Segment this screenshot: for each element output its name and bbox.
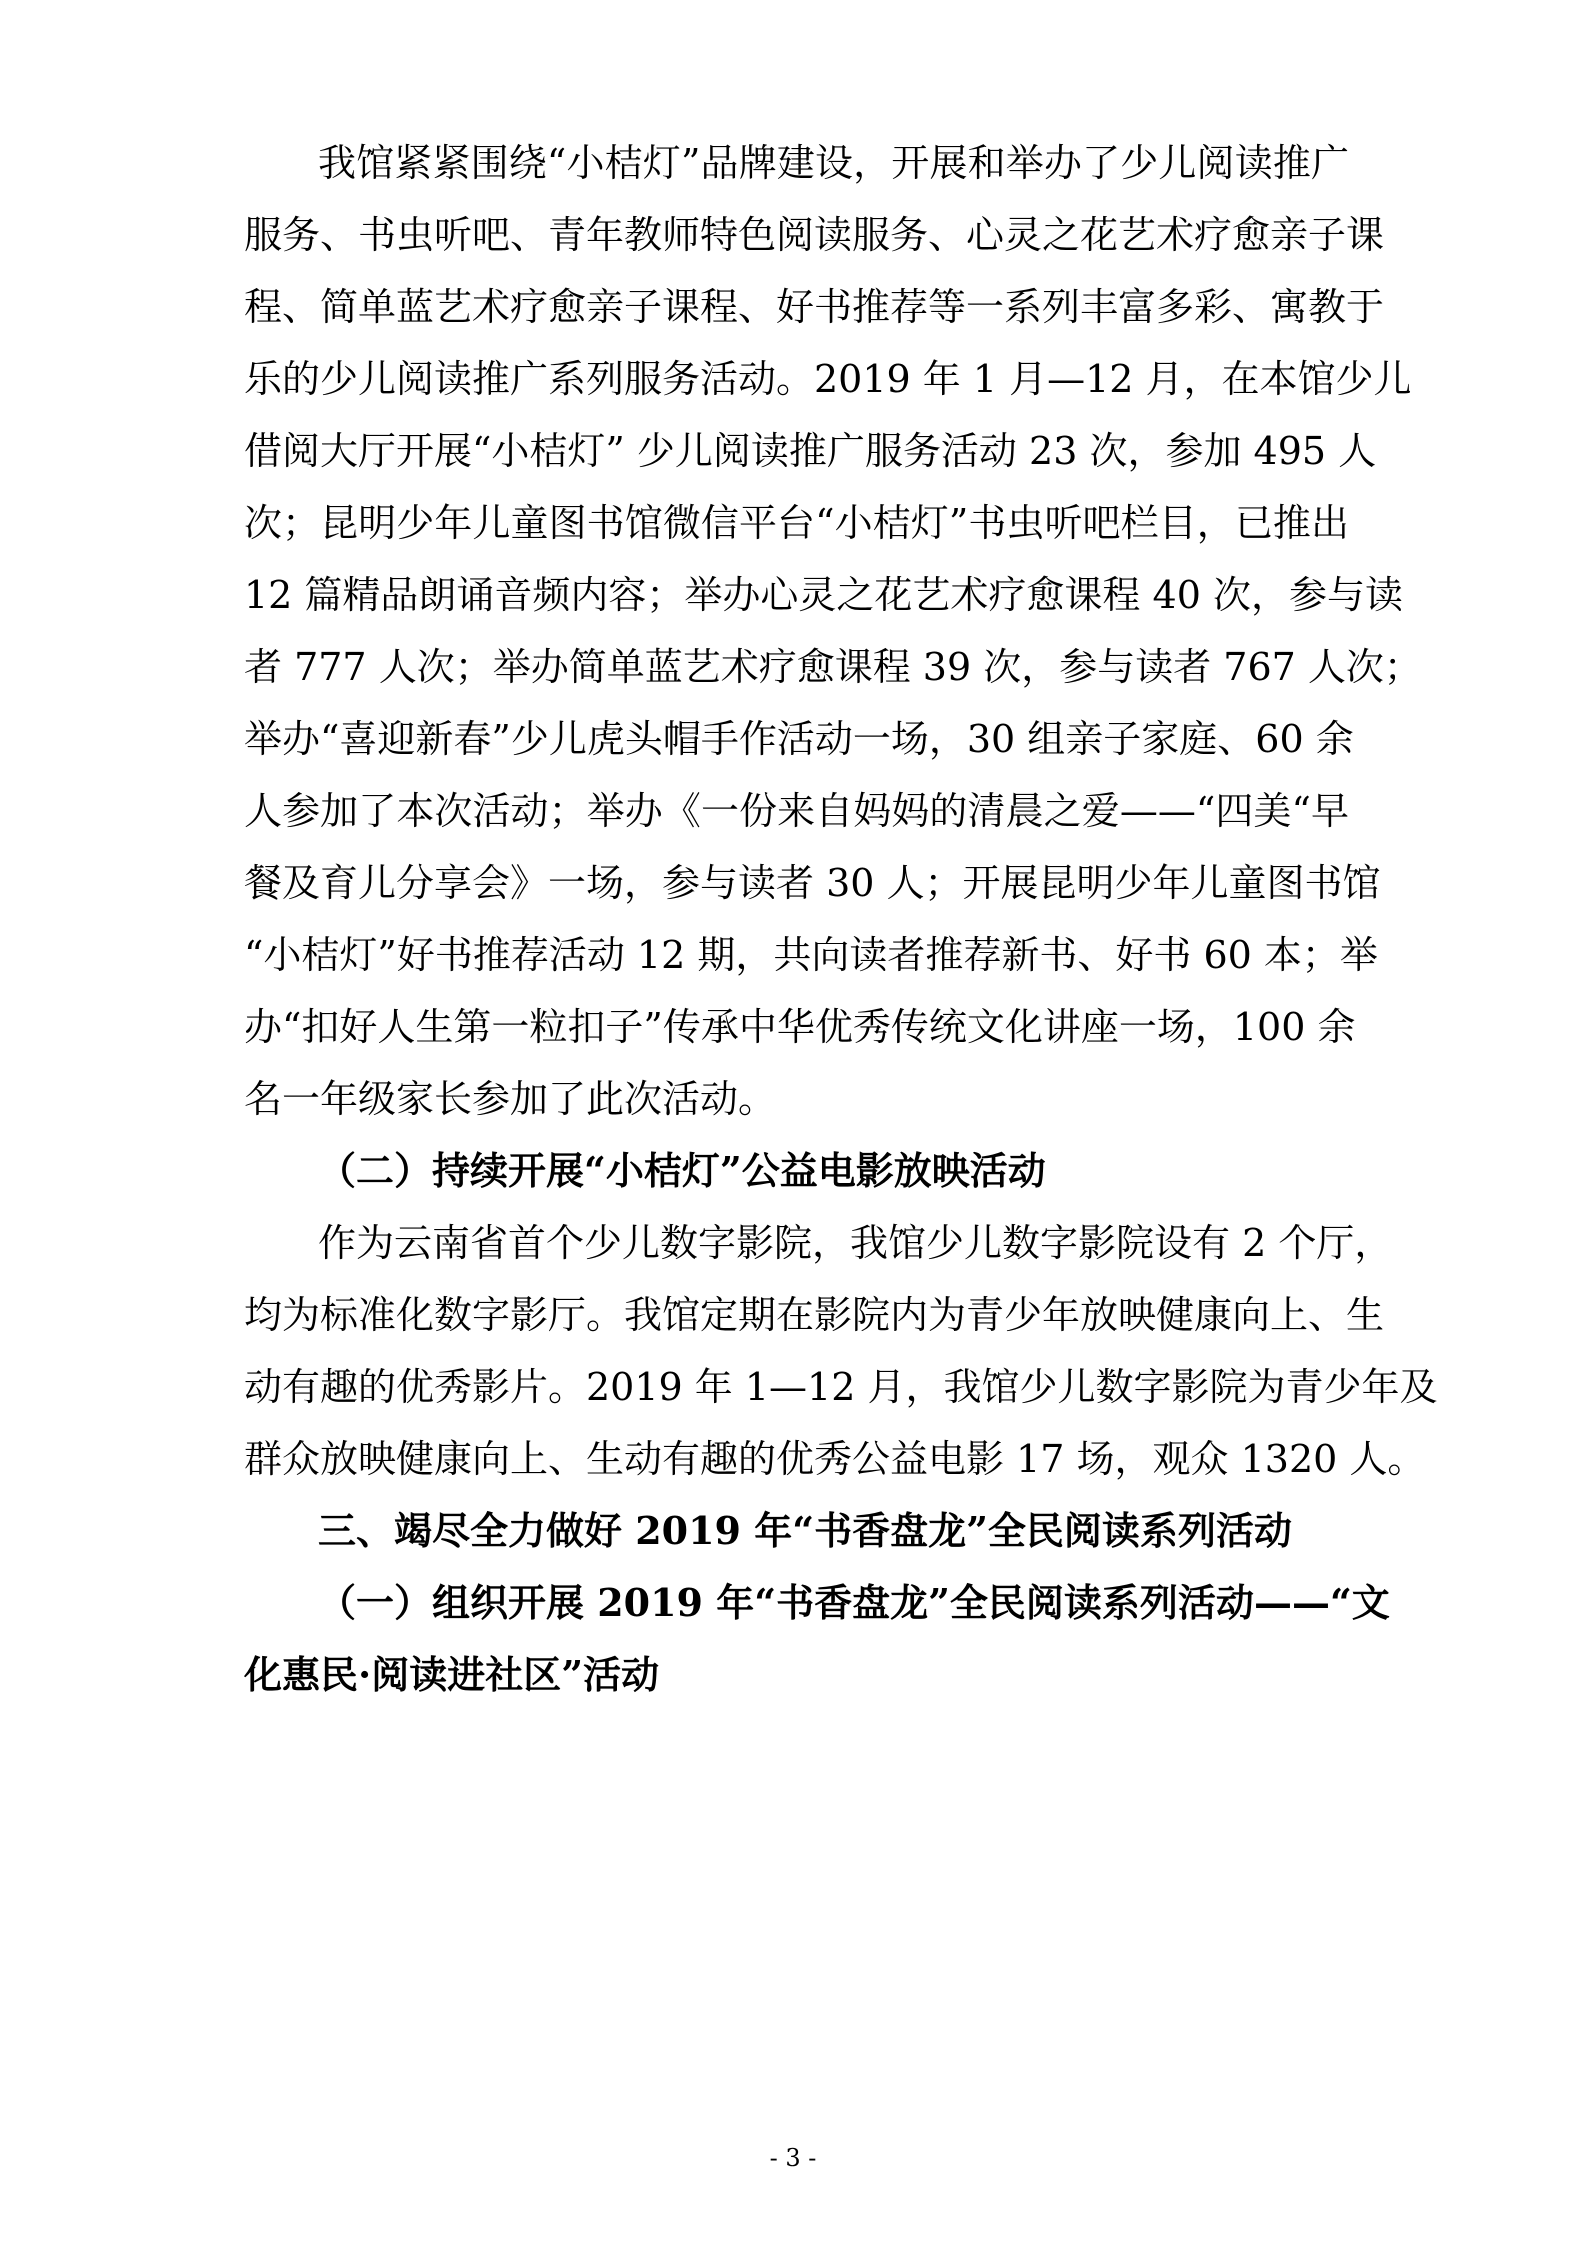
page-number: - 3 -: [769, 2144, 817, 2172]
paragraph-line: 办“扣好人生第一粒扣子”传承中华优秀传统文化讲座一场，100 余: [244, 1005, 1356, 1049]
paragraph-line: “小桔灯”好书推荐活动 12 期，共向读者推荐新书、好书 60 本；举: [244, 933, 1378, 977]
paragraph-line: 12 篇精品朗诵音频内容；举办心灵之花艺术疗愈课程 40 次，参与读: [244, 573, 1403, 617]
paragraph-line: 均为标准化数字影厅。我馆定期在影院内为青少年放映健康向上、生: [244, 1293, 1385, 1337]
paragraph-line: 人参加了本次活动；举办《一份来自妈妈的清晨之爱——“四美“早: [244, 789, 1349, 833]
paragraph-line: 者 777 人次；举办简单蓝艺术疗愈课程 39 次，参与读者 767 人次；: [244, 645, 1422, 689]
paragraph-line: 动有趣的优秀影片。2019 年 1—12 月，我馆少儿数字影院为青少年及: [244, 1365, 1438, 1409]
paragraph-line: 群众放映健康向上、生动有趣的优秀公益电影 17 场，观众 1320 人。: [244, 1437, 1426, 1481]
paragraph-line: 程、简单蓝艺术疗愈亲子课程、好书推荐等一系列丰富多彩、寓教于: [244, 285, 1385, 329]
paragraph-line: 我馆紧紧围绕“小桔灯”品牌建设，开展和举办了少儿阅读推广: [318, 141, 1349, 185]
section-heading: 三、竭尽全力做好 2019 年“书香盘龙”全民阅读系列活动: [318, 1508, 1292, 1553]
subsection-heading: （一）组织开展 2019 年“书香盘龙”全民阅读系列活动——“文: [318, 1580, 1390, 1625]
paragraph-line: 借阅大厅开展“小桔灯” 少儿阅读推广服务活动 23 次，参加 495 人: [244, 429, 1377, 473]
paragraph-line: 服务、书虫听吧、青年教师特色阅读服务、心灵之花艺术疗愈亲子课: [244, 213, 1385, 257]
paragraph-line: 乐的少儿阅读推广系列服务活动。2019 年 1 月—12 月，在本馆少儿: [244, 357, 1412, 401]
section-heading: （二）持续开展“小桔灯”公益电影放映活动: [318, 1148, 1046, 1193]
paragraph-line: 名一年级家长参加了此次活动。: [244, 1077, 777, 1121]
subsection-heading: 化惠民·阅读进社区”活动: [244, 1652, 660, 1697]
paragraph-line: 次；昆明少年儿童图书馆微信平台“小桔灯”书虫听吧栏目，已推出: [244, 501, 1349, 545]
paragraph-line: 举办“喜迎新春”少儿虎头帽手作活动一场，30 组亲子家庭、60 余: [244, 717, 1354, 761]
paragraph-line: 餐及育儿分享会》一场，参与读者 30 人；开展昆明少年儿童图书馆: [244, 861, 1381, 905]
paragraph-line: 作为云南省首个少儿数字影院，我馆少儿数字影院设有 2 个厅，: [318, 1221, 1393, 1265]
